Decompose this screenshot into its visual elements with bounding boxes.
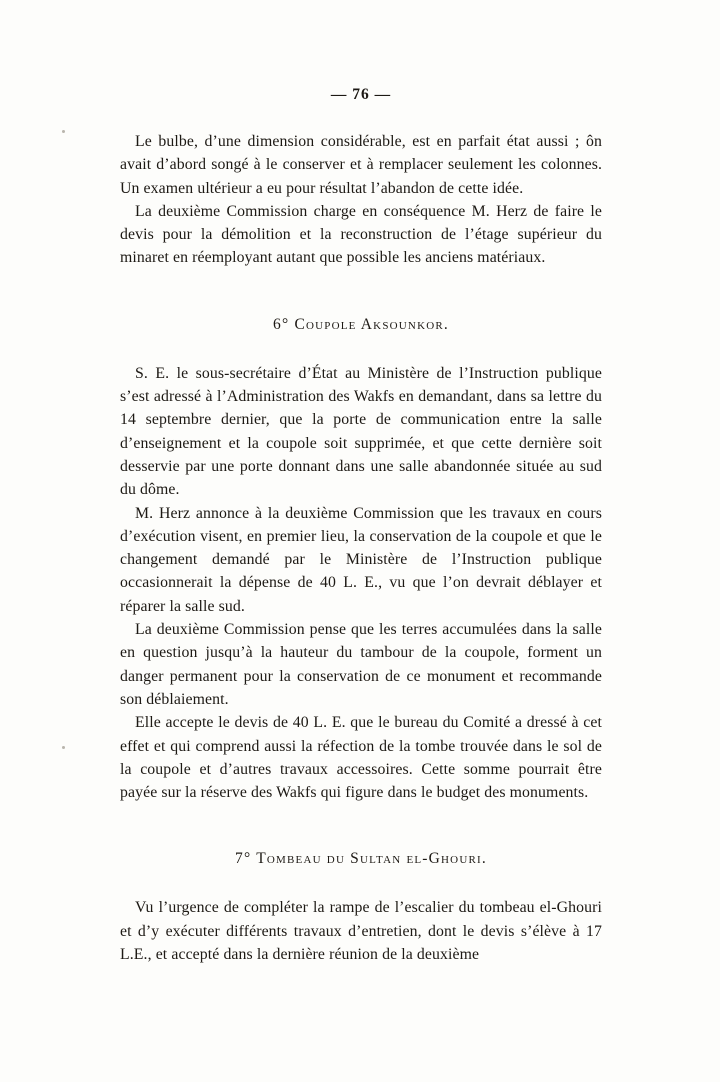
page-number: — 76 —	[330, 86, 392, 103]
paragraph-terres-accumulees: La deuxième Commission pense que les terres accumulées dans la salle en question jusqu’à la hauteur du tambour de la coupole, forment un danger permanent pour la conservation de ce monument et recommande son déblaiement.	[120, 621, 602, 708]
scan-speck	[62, 130, 65, 133]
paragraph-sous-secretaire-etat: S. E. le sous-secrétaire d’État au Ministère de l’Instruction publique s’est adressé à l’Administration des Wakfs en demandant, dans sa lettre du 14 septembre dernier, que la porte de communication entre la salle d’enseignement et la coupole soit supprimée, et que cette dernière soit desservie par une porte donnant dans une salle abandonnée située au sud du dôme.	[120, 364, 602, 499]
scan-speck	[62, 746, 65, 749]
heading-coupole-aksounkor: 6° Coupole Aksounkor.	[273, 315, 449, 333]
paragraph-commission-charge-herz: La deuxième Commission charge en conséquence M. Herz de faire le devis pour la démolition et la reconstruction de l’étage supérieur du minaret en réemployant autant que possible les anciens matériaux.	[120, 202, 602, 267]
paragraph-devis-40-le: Elle accepte le devis de 40 L. E. que le bureau du Comité a dressé à cet effet et qui comprend aussi la réfection de la tombe trouvée dans le sol de la coupole et d’autres travaux accessoires. Cette somme pourrait être payée sur la réserve des Wakfs qui figure dans le budget des monuments.	[120, 714, 602, 802]
paragraph-rampe-escalier: Vu l’urgence de compléter la rampe de l’escalier du tombeau el-Ghouri et d’y exécuter différents travaux d’entretien, dont le devis s’élève à 17 L.E., et accepté dans la dernière réunion de la deuxième	[120, 899, 602, 964]
heading-tombeau-el-ghouri: 7° Tombeau du Sultan el-Ghouri.	[235, 850, 487, 868]
paragraph-herz-annonce: M. Herz annonce à la deuxième Commission que les travaux en cours d’exécution visent, en premier lieu, la conservation de la coupole et que le changement demandé par le Ministère de l’Instruction publique occasionnerait la dépense de 40 L. E., vu que l’on devrait déblayer et réparer la salle sud.	[120, 504, 602, 615]
paragraph-le-bulbe: Le bulbe, d’une dimension considérable, est en parfait état aussi ; ôn avait d’abord songé à le conserver et à remplacer seulement les colonnes. Un examen ultérieur a eu pour résultat l’abandon de cette idée.	[120, 133, 602, 197]
